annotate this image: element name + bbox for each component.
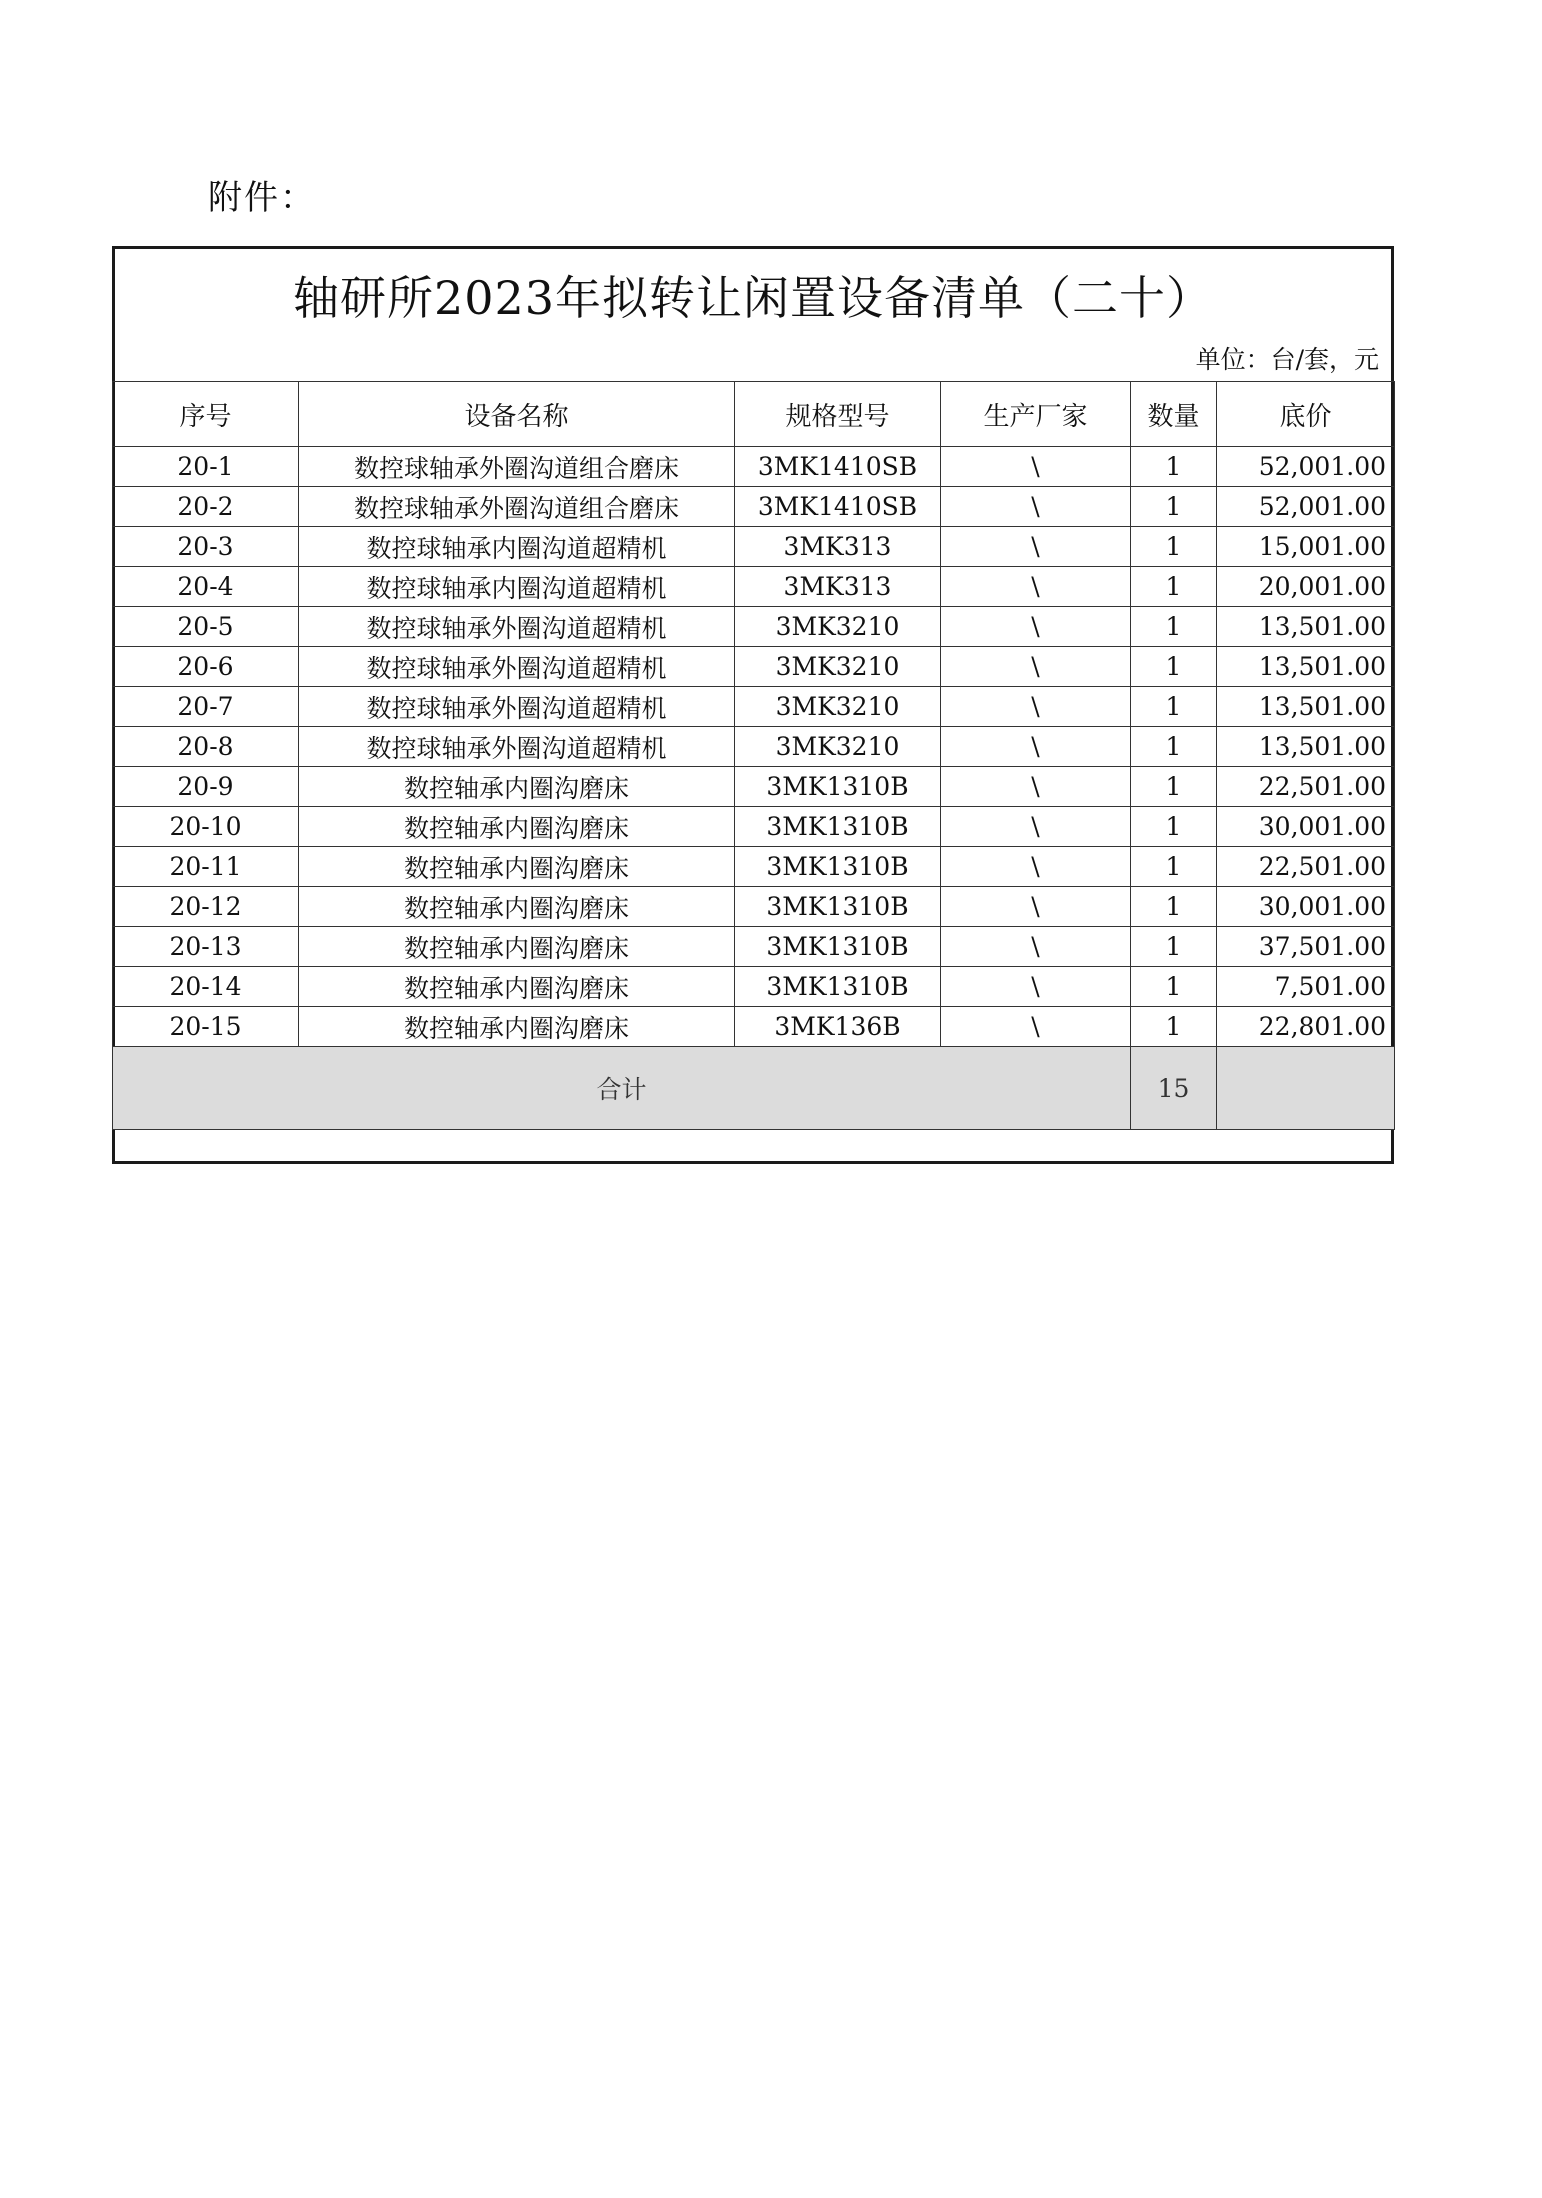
quantity-cell: 1 bbox=[1131, 807, 1217, 847]
price-cell: 15,001.00 bbox=[1217, 527, 1395, 567]
equipment-name-cell: 数控轴承内圈沟磨床 bbox=[299, 967, 735, 1007]
attachment-label: 附件： bbox=[208, 178, 316, 218]
equipment-name-cell: 数控球轴承外圈沟道超精机 bbox=[299, 607, 735, 647]
total-label: 合计 bbox=[113, 1047, 1131, 1130]
manufacturer-cell: \ bbox=[941, 727, 1131, 767]
quantity-cell: 1 bbox=[1131, 607, 1217, 647]
manufacturer-cell: \ bbox=[941, 687, 1131, 727]
quantity-cell: 1 bbox=[1131, 927, 1217, 967]
serial-cell: 20-12 bbox=[113, 887, 299, 927]
quantity-cell: 1 bbox=[1131, 727, 1217, 767]
quantity-cell: 1 bbox=[1131, 847, 1217, 887]
serial-cell: 20-11 bbox=[113, 847, 299, 887]
equipment-name-cell: 数控球轴承内圈沟道超精机 bbox=[299, 567, 735, 607]
table-row bbox=[113, 487, 1395, 527]
equipment-name-cell: 数控球轴承外圈沟道组合磨床 bbox=[299, 487, 735, 527]
serial-cell: 20-2 bbox=[113, 487, 299, 527]
price-cell: 30,001.00 bbox=[1217, 807, 1395, 847]
table-row bbox=[113, 647, 1395, 687]
serial-cell: 20-15 bbox=[113, 1007, 299, 1047]
quantity-cell: 1 bbox=[1131, 647, 1217, 687]
table-row bbox=[113, 687, 1395, 727]
total-row bbox=[113, 1047, 1395, 1130]
equipment-name-cell: 数控球轴承外圈沟道超精机 bbox=[299, 647, 735, 687]
serial-cell: 20-1 bbox=[113, 447, 299, 487]
equipment-name-cell: 数控轴承内圈沟磨床 bbox=[299, 1007, 735, 1047]
quantity-cell: 1 bbox=[1131, 687, 1217, 727]
table-row bbox=[113, 607, 1395, 647]
model-cell: 3MK1310B bbox=[735, 807, 941, 847]
equipment-name-cell: 数控球轴承内圈沟道超精机 bbox=[299, 527, 735, 567]
model-cell: 3MK3210 bbox=[735, 647, 941, 687]
manufacturer-cell: \ bbox=[941, 607, 1131, 647]
price-cell: 20,001.00 bbox=[1217, 567, 1395, 607]
price-cell: 22,501.00 bbox=[1217, 767, 1395, 807]
model-cell: 3MK313 bbox=[735, 567, 941, 607]
model-cell: 3MK3210 bbox=[735, 727, 941, 767]
table-row bbox=[113, 847, 1395, 887]
quantity-cell: 1 bbox=[1131, 527, 1217, 567]
equipment-name-cell: 数控球轴承外圈沟道超精机 bbox=[299, 727, 735, 767]
column-header-reserve-price: 底价 bbox=[1217, 382, 1395, 447]
table-row bbox=[113, 567, 1395, 607]
total-quantity: 15 bbox=[1131, 1047, 1217, 1130]
column-header-equipment-name: 设备名称 bbox=[299, 382, 735, 447]
equipment-name-cell: 数控球轴承外圈沟道组合磨床 bbox=[299, 447, 735, 487]
equipment-list-frame bbox=[112, 246, 1394, 1164]
table-body bbox=[113, 447, 1395, 1130]
manufacturer-cell: \ bbox=[941, 447, 1131, 487]
document-title: 轴研所2023年拟转让闲置设备清单（二十） bbox=[292, 271, 1214, 325]
price-cell: 7,501.00 bbox=[1217, 967, 1395, 1007]
model-cell: 3MK1410SB bbox=[735, 447, 941, 487]
serial-cell: 20-6 bbox=[113, 647, 299, 687]
manufacturer-cell: \ bbox=[941, 647, 1131, 687]
table-row bbox=[113, 1007, 1395, 1047]
model-cell: 3MK1310B bbox=[735, 847, 941, 887]
model-cell: 3MK1310B bbox=[735, 927, 941, 967]
manufacturer-cell: \ bbox=[941, 487, 1131, 527]
table-row bbox=[113, 727, 1395, 767]
model-cell: 3MK3210 bbox=[735, 607, 941, 647]
quantity-cell: 1 bbox=[1131, 767, 1217, 807]
equipment-name-cell: 数控轴承内圈沟磨床 bbox=[299, 767, 735, 807]
quantity-cell: 1 bbox=[1131, 967, 1217, 1007]
table-row bbox=[113, 887, 1395, 927]
price-cell: 52,001.00 bbox=[1217, 447, 1395, 487]
manufacturer-cell: \ bbox=[941, 527, 1131, 567]
manufacturer-cell: \ bbox=[941, 887, 1131, 927]
table-header-row bbox=[113, 382, 1395, 447]
serial-cell: 20-8 bbox=[113, 727, 299, 767]
manufacturer-cell: \ bbox=[941, 567, 1131, 607]
column-header-serial: 序号 bbox=[113, 382, 299, 447]
column-header-model: 规格型号 bbox=[735, 382, 941, 447]
unit-note: 单位：台/套，元 bbox=[1195, 345, 1379, 374]
serial-cell: 20-5 bbox=[113, 607, 299, 647]
quantity-cell: 1 bbox=[1131, 567, 1217, 607]
manufacturer-cell: \ bbox=[941, 967, 1131, 1007]
equipment-table bbox=[112, 381, 1395, 1130]
manufacturer-cell: \ bbox=[941, 927, 1131, 967]
manufacturer-cell: \ bbox=[941, 1007, 1131, 1047]
model-cell: 3MK136B bbox=[735, 1007, 941, 1047]
equipment-name-cell: 数控球轴承外圈沟道超精机 bbox=[299, 687, 735, 727]
serial-cell: 20-14 bbox=[113, 967, 299, 1007]
price-cell: 22,501.00 bbox=[1217, 847, 1395, 887]
model-cell: 3MK1310B bbox=[735, 767, 941, 807]
price-cell: 13,501.00 bbox=[1217, 647, 1395, 687]
price-cell: 37,501.00 bbox=[1217, 927, 1395, 967]
model-cell: 3MK3210 bbox=[735, 687, 941, 727]
quantity-cell: 1 bbox=[1131, 887, 1217, 927]
table-row bbox=[113, 807, 1395, 847]
manufacturer-cell: \ bbox=[941, 807, 1131, 847]
manufacturer-cell: \ bbox=[941, 847, 1131, 887]
price-cell: 30,001.00 bbox=[1217, 887, 1395, 927]
serial-cell: 20-4 bbox=[113, 567, 299, 607]
price-cell: 13,501.00 bbox=[1217, 607, 1395, 647]
table-row bbox=[113, 447, 1395, 487]
equipment-name-cell: 数控轴承内圈沟磨床 bbox=[299, 887, 735, 927]
column-header-manufacturer: 生产厂家 bbox=[941, 382, 1131, 447]
quantity-cell: 1 bbox=[1131, 487, 1217, 527]
equipment-name-cell: 数控轴承内圈沟磨床 bbox=[299, 927, 735, 967]
price-cell: 13,501.00 bbox=[1217, 687, 1395, 727]
price-cell: 22,801.00 bbox=[1217, 1007, 1395, 1047]
table-row bbox=[113, 767, 1395, 807]
serial-cell: 20-7 bbox=[113, 687, 299, 727]
serial-cell: 20-3 bbox=[113, 527, 299, 567]
model-cell: 3MK313 bbox=[735, 527, 941, 567]
model-cell: 3MK1310B bbox=[735, 887, 941, 927]
quantity-cell: 1 bbox=[1131, 1007, 1217, 1047]
equipment-name-cell: 数控轴承内圈沟磨床 bbox=[299, 847, 735, 887]
model-cell: 3MK1410SB bbox=[735, 487, 941, 527]
model-cell: 3MK1310B bbox=[735, 967, 941, 1007]
manufacturer-cell: \ bbox=[941, 767, 1131, 807]
price-cell: 52,001.00 bbox=[1217, 487, 1395, 527]
serial-cell: 20-9 bbox=[113, 767, 299, 807]
table-row bbox=[113, 967, 1395, 1007]
serial-cell: 20-13 bbox=[113, 927, 299, 967]
price-cell: 13,501.00 bbox=[1217, 727, 1395, 767]
quantity-cell: 1 bbox=[1131, 447, 1217, 487]
serial-cell: 20-10 bbox=[113, 807, 299, 847]
column-header-quantity: 数量 bbox=[1131, 382, 1217, 447]
equipment-name-cell: 数控轴承内圈沟磨床 bbox=[299, 807, 735, 847]
total-price bbox=[1217, 1047, 1395, 1130]
table-row bbox=[113, 527, 1395, 567]
table-row bbox=[113, 927, 1395, 967]
